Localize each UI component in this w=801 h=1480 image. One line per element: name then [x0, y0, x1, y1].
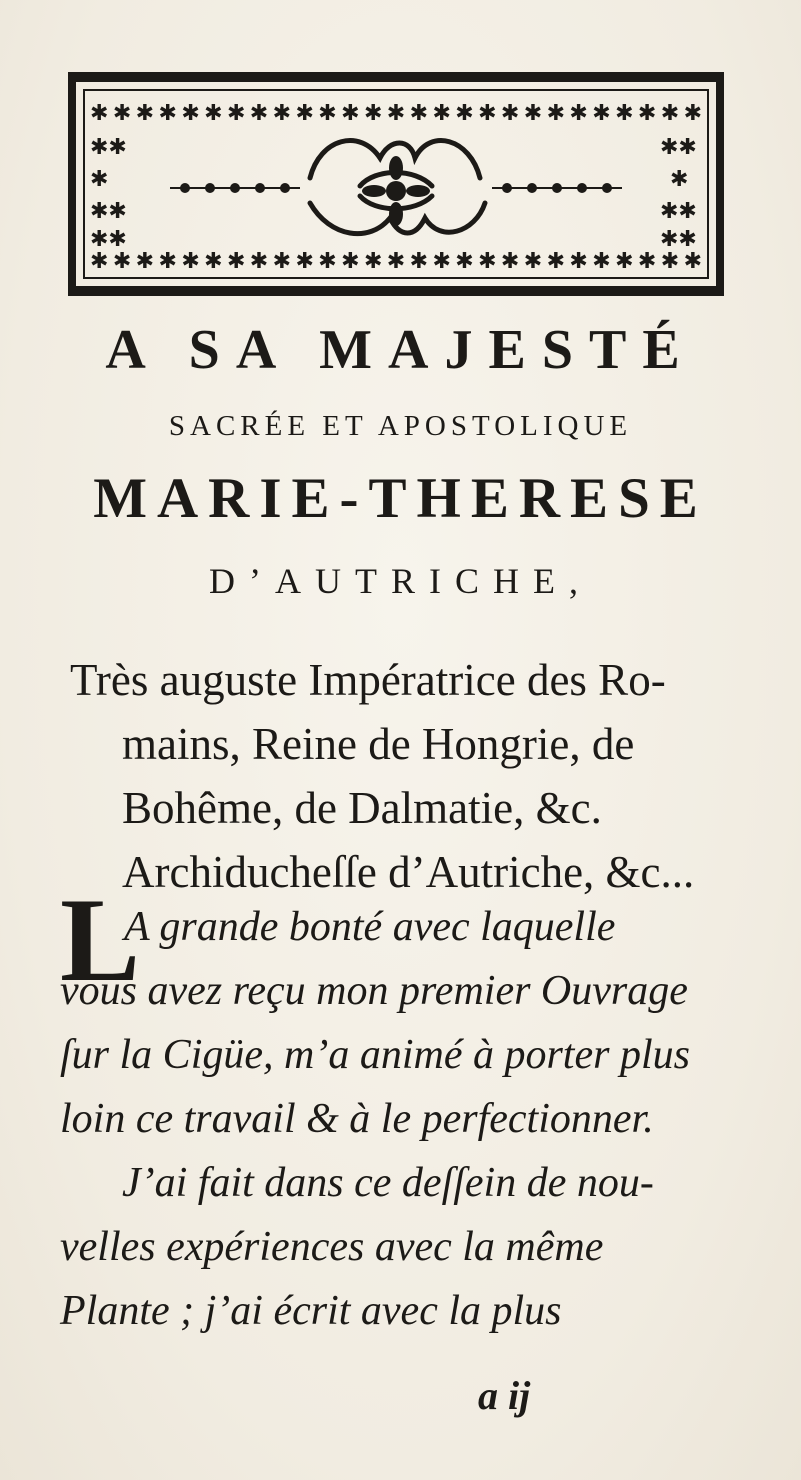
- titles-line: Bohême, de Dalmatie, &c.: [122, 783, 602, 833]
- svg-text:✱✱: ✱✱: [660, 135, 697, 160]
- svg-text:✱✱: ✱✱: [90, 199, 127, 224]
- svg-text:✱: ✱: [670, 167, 689, 192]
- titles-line: Très auguste Impératrice des Ro-: [70, 655, 666, 705]
- titles-line: mains, Reine de Hongrie, de: [122, 719, 635, 769]
- bottom-rule: [68, 286, 724, 296]
- dedication-subtitle: SACRÉE ET APOSTOLIQUE: [168, 410, 633, 442]
- body-line: Plante ; j’ai écrit avec la plus: [60, 1288, 562, 1334]
- ornament-svg: [60, 68, 732, 300]
- svg-text:✱✱✱✱✱✱✱✱✱✱✱✱✱✱✱✱✱✱✱✱✱✱✱✱✱✱✱: ✱✱✱✱✱✱✱✱✱✱✱✱✱✱✱✱✱✱✱✱✱✱✱✱✱✱✱: [90, 101, 703, 126]
- headpiece-ornament: [60, 68, 732, 300]
- body-line: ſur la Cigüe, m’a animé à porter plus: [60, 1032, 690, 1078]
- svg-text:✱✱: ✱✱: [660, 199, 697, 224]
- signature-mark: a ij: [478, 1373, 531, 1418]
- top-rule: [68, 72, 724, 82]
- body-line: J’ai fait dans ce deſſein de nou-: [122, 1160, 654, 1206]
- left-rule: [68, 72, 76, 296]
- body-line: velles expériences avec la même: [60, 1224, 604, 1270]
- dedication-body: [60, 895, 760, 1343]
- svg-text:✱✱: ✱✱: [90, 227, 127, 252]
- dedication-heading: A SA MAJESTÉ: [105, 319, 696, 381]
- central-flower: [362, 156, 430, 226]
- titles-line: Archiducheſſe d’Autriche, &c...: [122, 847, 695, 897]
- body-line: loin ce travail & à le perfectionner.: [60, 1096, 654, 1142]
- svg-text:✱✱: ✱✱: [90, 135, 127, 160]
- svg-text:✱✱: ✱✱: [660, 227, 697, 252]
- svg-text:✱✱✱✱✱✱✱✱✱✱✱✱✱✱✱✱✱✱✱✱✱✱✱✱✱✱✱: ✱✱✱✱✱✱✱✱✱✱✱✱✱✱✱✱✱✱✱✱✱✱✱✱✱✱✱: [90, 249, 703, 274]
- right-rule: [716, 72, 724, 296]
- body-line: vous avez reçu mon premier Ouvrage: [60, 968, 688, 1014]
- svg-text:✱: ✱: [90, 167, 109, 192]
- titles-paragraph: [70, 648, 760, 904]
- body-line: A grande bonté avec laquelle: [124, 904, 616, 950]
- dedicatee-name: MARIE-THERESE: [93, 467, 708, 530]
- dedicatee-house: D’AUTRICHE,: [209, 561, 592, 601]
- drop-cap: L: [60, 873, 141, 1006]
